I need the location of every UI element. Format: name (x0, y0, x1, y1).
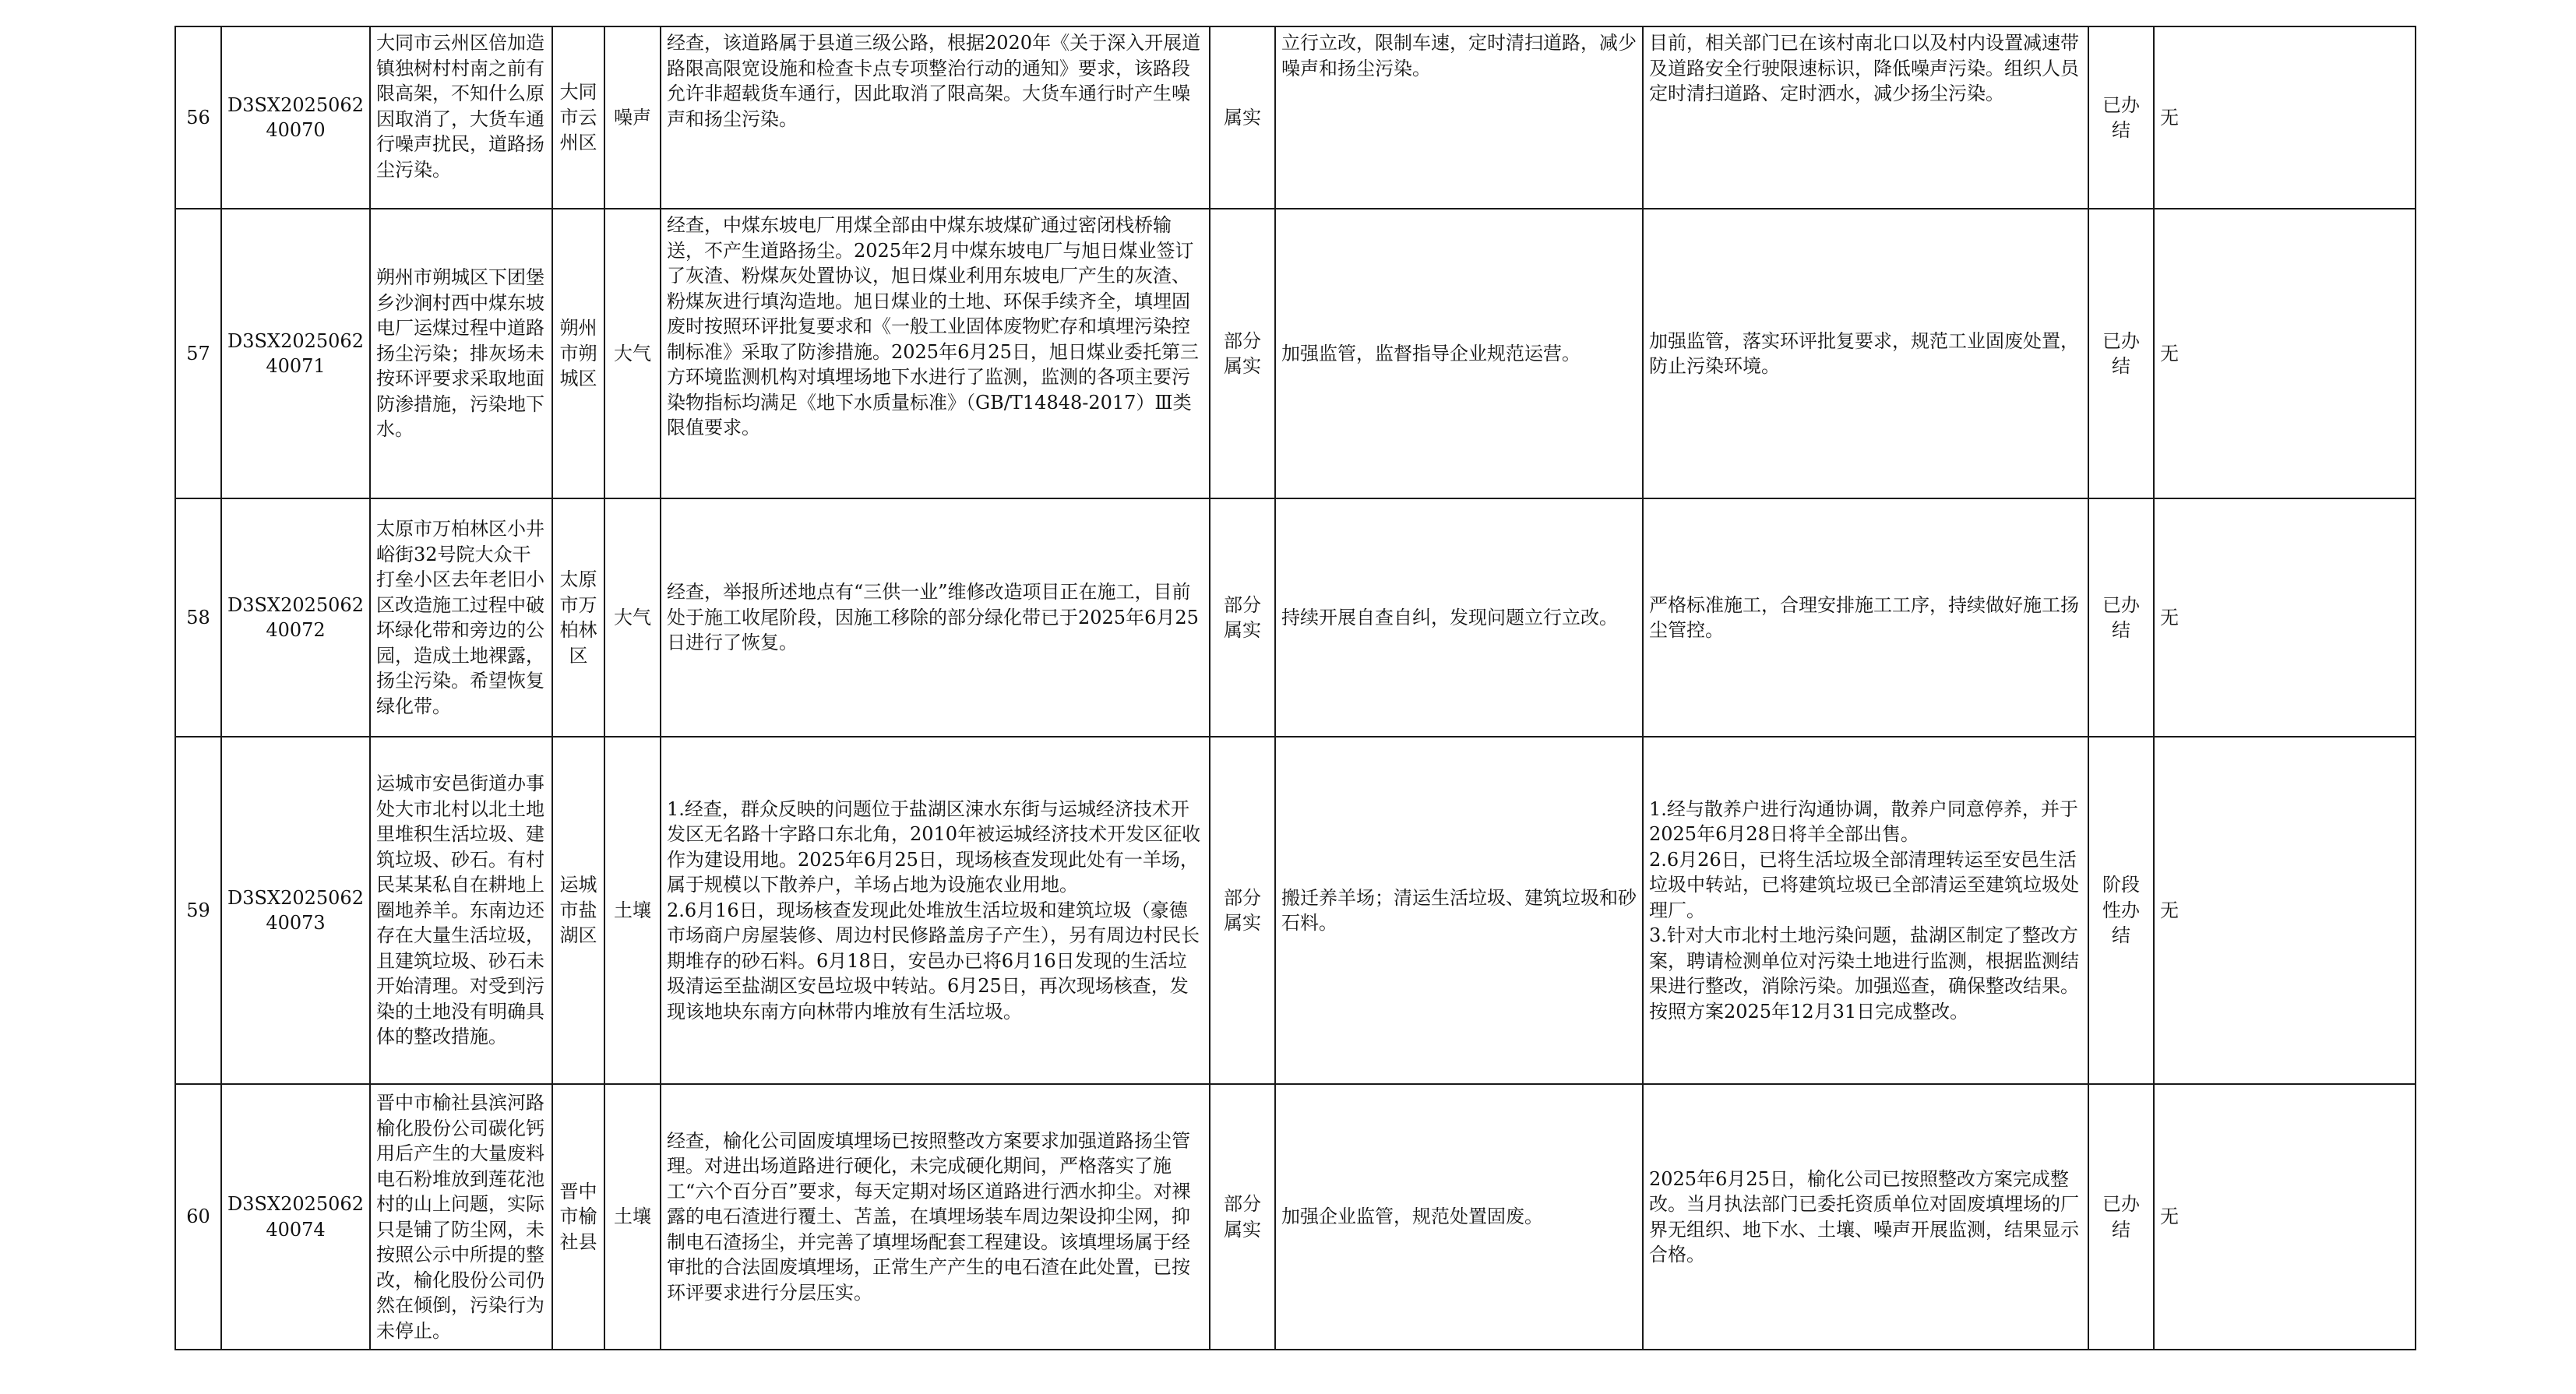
complaint-content: 朔州市朔城区下团堡乡沙涧村西中煤东坡电厂运煤过程中道路扬尘污染；排灰场未按环评要求采取地面防渗措施，污染地下水。 (370, 209, 552, 498)
handling-measures: 加强监管，监督指导企业规范运营。 (1275, 209, 1643, 498)
completion-status: 已办结 (2088, 498, 2154, 737)
completion-status: 阶段性办结 (2088, 737, 2154, 1084)
completion-status: 已办结 (2088, 1084, 2154, 1350)
investigation-result: 经查，该道路属于县道三级公路，根据2020年《关于深入开展道路限高限宽设施和检查卡点专项整治行动的通知》要求，该路段允许非超载货车通行，因此取消了限高架。大货车通行时产生噪声和扬尘污染。 (661, 26, 1210, 209)
complaint-content: 晋中市榆社县滨河路榆化股份公司碳化钙用后产生的大量废料电石粉堆放到莲花池村的山上问题，实际只是铺了防尘网，未按照公示中所提的整改，榆化股份公司仍然在倾倒，污染行为未停止。 (370, 1084, 552, 1350)
investigation-result: 1.经查，群众反映的问题位于盐湖区涑水东街与运城经济技术开发区无名路十字路口东北角，2010年被运城经济技术开发区征收作为建设用地。2025年6月25日，现场核查发现此处有一羊场，属于规模以下散养户，羊场占地为设施农业用地。 2.6月16日，现场核查发现此处堆放生活垃圾和建筑垃圾（豪德市场商户房屋装修、周边村民修路盖房子产生），另有周边村民长期堆存的砂石料。6月18日，安邑办已将6月16日发现的生活垃圾清运至盐湖区安邑垃圾中转站。6月25日，再次现场核查，发现该地块东南方向林带内堆放有生活垃圾。 (661, 737, 1210, 1084)
verification-verdict: 部分属实 (1210, 209, 1275, 498)
accountability: 无 (2154, 209, 2416, 498)
case-code: D3SX202506240072 (221, 498, 370, 737)
complaint-content: 运城市安邑街道办事处大市北村以北土地里堆积生活垃圾、建筑垃圾、砂石。有村民某某私自在耕地上圈地养羊。东南边还存在大量生活垃圾，且建筑垃圾、砂石未开始清理。对受到污染的土地没有明确具体的整改措施。 (370, 737, 552, 1084)
pollution-type: 土壤 (604, 737, 661, 1084)
administrative-region: 太原市万柏林区 (552, 498, 604, 737)
verification-verdict: 部分属实 (1210, 498, 1275, 737)
handling-measures: 立行立改，限制车速，定时清扫道路，减少噪声和扬尘污染。 (1275, 26, 1643, 209)
administrative-region: 大同市云州区 (552, 26, 604, 209)
complaint-content: 太原市万柏林区小井峪街32号院大众干打垒小区去年老旧小区改造施工过程中破坏绿化带和旁边的公园，造成土地裸露，扬尘污染。希望恢复绿化带。 (370, 498, 552, 737)
handling-measures: 持续开展自查自纠，发现问题立行立改。 (1275, 498, 1643, 737)
administrative-region: 运城市盐湖区 (552, 737, 604, 1084)
table-row (175, 498, 2416, 737)
table-row (175, 209, 2416, 498)
row-number: 56 (175, 26, 221, 209)
case-code: D3SX202506240070 (221, 26, 370, 209)
completion-status: 已办结 (2088, 26, 2154, 209)
case-code: D3SX202506240071 (221, 209, 370, 498)
table-row (175, 737, 2416, 1084)
verification-verdict: 部分属实 (1210, 1084, 1275, 1350)
complaint-table (174, 26, 2416, 1350)
administrative-region: 朔州市朔城区 (552, 209, 604, 498)
complaint-content: 大同市云州区倍加造镇独树村村南之前有限高架，不知什么原因取消了，大货车通行噪声扰民，道路扬尘污染。 (370, 26, 552, 209)
case-code: D3SX202506240073 (221, 737, 370, 1084)
rectification-status: 严格标准施工，合理安排施工工序，持续做好施工扬尘管控。 (1643, 498, 2088, 737)
row-number: 59 (175, 737, 221, 1084)
investigation-result: 经查，举报所述地点有“三供一业”维修改造项目正在施工，目前处于施工收尾阶段，因施工移除的部分绿化带已于2025年6月25日进行了恢复。 (661, 498, 1210, 737)
investigation-result: 经查，中煤东坡电厂用煤全部由中煤东坡煤矿通过密闭栈桥输送，不产生道路扬尘。2025年2月中煤东坡电厂与旭日煤业签订了灰渣、粉煤灰处置协议，旭日煤业利用东坡电厂产生的灰渣、粉煤灰进行填沟造地。旭日煤业的土地、环保手续齐全，填埋固废时按照环评批复要求和《一般工业固体废物贮存和填埋污染控制标准》采取了防渗措施。2025年6月25日，旭日煤业委托第三方环境监测机构对填埋场地下水进行了监测，监测的各项主要污染物指标均满足《地下水质量标准》（GB/T14848-2017）Ⅲ类限值要求。 (661, 209, 1210, 498)
handling-measures: 搬迁养羊场；清运生活垃圾、建筑垃圾和砂石料。 (1275, 737, 1643, 1084)
pollution-type: 土壤 (604, 1084, 661, 1350)
pollution-type: 噪声 (604, 26, 661, 209)
accountability: 无 (2154, 26, 2416, 209)
administrative-region: 晋中市榆社县 (552, 1084, 604, 1350)
rectification-status: 加强监管，落实环评批复要求，规范工业固废处置，防止污染环境。 (1643, 209, 2088, 498)
rectification-status: 目前，相关部门已在该村南北口以及村内设置减速带及道路安全行驶限速标识，降低噪声污染。组织人员定时清扫道路、定时洒水，减少扬尘污染。 (1643, 26, 2088, 209)
verification-verdict: 属实 (1210, 26, 1275, 209)
investigation-result: 经查，榆化公司固废填埋场已按照整改方案要求加强道路扬尘管理。对进出场道路进行硬化，未完成硬化期间，严格落实了施工“六个百分百”要求，每天定期对场区道路进行洒水抑尘。对裸露的电石渣进行覆土、苫盖，在填埋场装车周边架设抑尘网，抑制电石渣扬尘，并完善了填埋场配套工程建设。该填埋场属于经审批的合法固废填埋场，正常生产产生的电石渣在此处置，已按环评要求进行分层压实。 (661, 1084, 1210, 1350)
row-number: 58 (175, 498, 221, 737)
rectification-status: 2025年6月25日，榆化公司已按照整改方案完成整改。当月执法部门已委托资质单位对固废填埋场的厂界无组织、地下水、土壤、噪声开展监测，结果显示合格。 (1643, 1084, 2088, 1350)
handling-measures: 加强企业监管，规范处置固废。 (1275, 1084, 1643, 1350)
completion-status: 已办结 (2088, 209, 2154, 498)
pollution-type: 大气 (604, 209, 661, 498)
row-number: 60 (175, 1084, 221, 1350)
accountability: 无 (2154, 498, 2416, 737)
table-row (175, 1084, 2416, 1350)
verification-verdict: 部分属实 (1210, 737, 1275, 1084)
accountability: 无 (2154, 737, 2416, 1084)
pollution-type: 大气 (604, 498, 661, 737)
accountability: 无 (2154, 1084, 2416, 1350)
rectification-status: 1.经与散养户进行沟通协调，散养户同意停养，并于2025年6月28日将羊全部出售。 2.6月26日，已将生活垃圾全部清理转运至安邑生活垃圾中转站，已将建筑垃圾已全部清运至建筑垃圾处理厂。 3.针对大市北村土地污染问题，盐湖区制定了整改方案，聘请检测单位对污染土地进行监测，根据监测结果进行整改，消除污染。加强巡查，确保整改结果。按照方案2025年12月31日完成整改。 (1643, 737, 2088, 1084)
case-code: D3SX202506240074 (221, 1084, 370, 1350)
table-row (175, 26, 2416, 209)
row-number: 57 (175, 209, 221, 498)
